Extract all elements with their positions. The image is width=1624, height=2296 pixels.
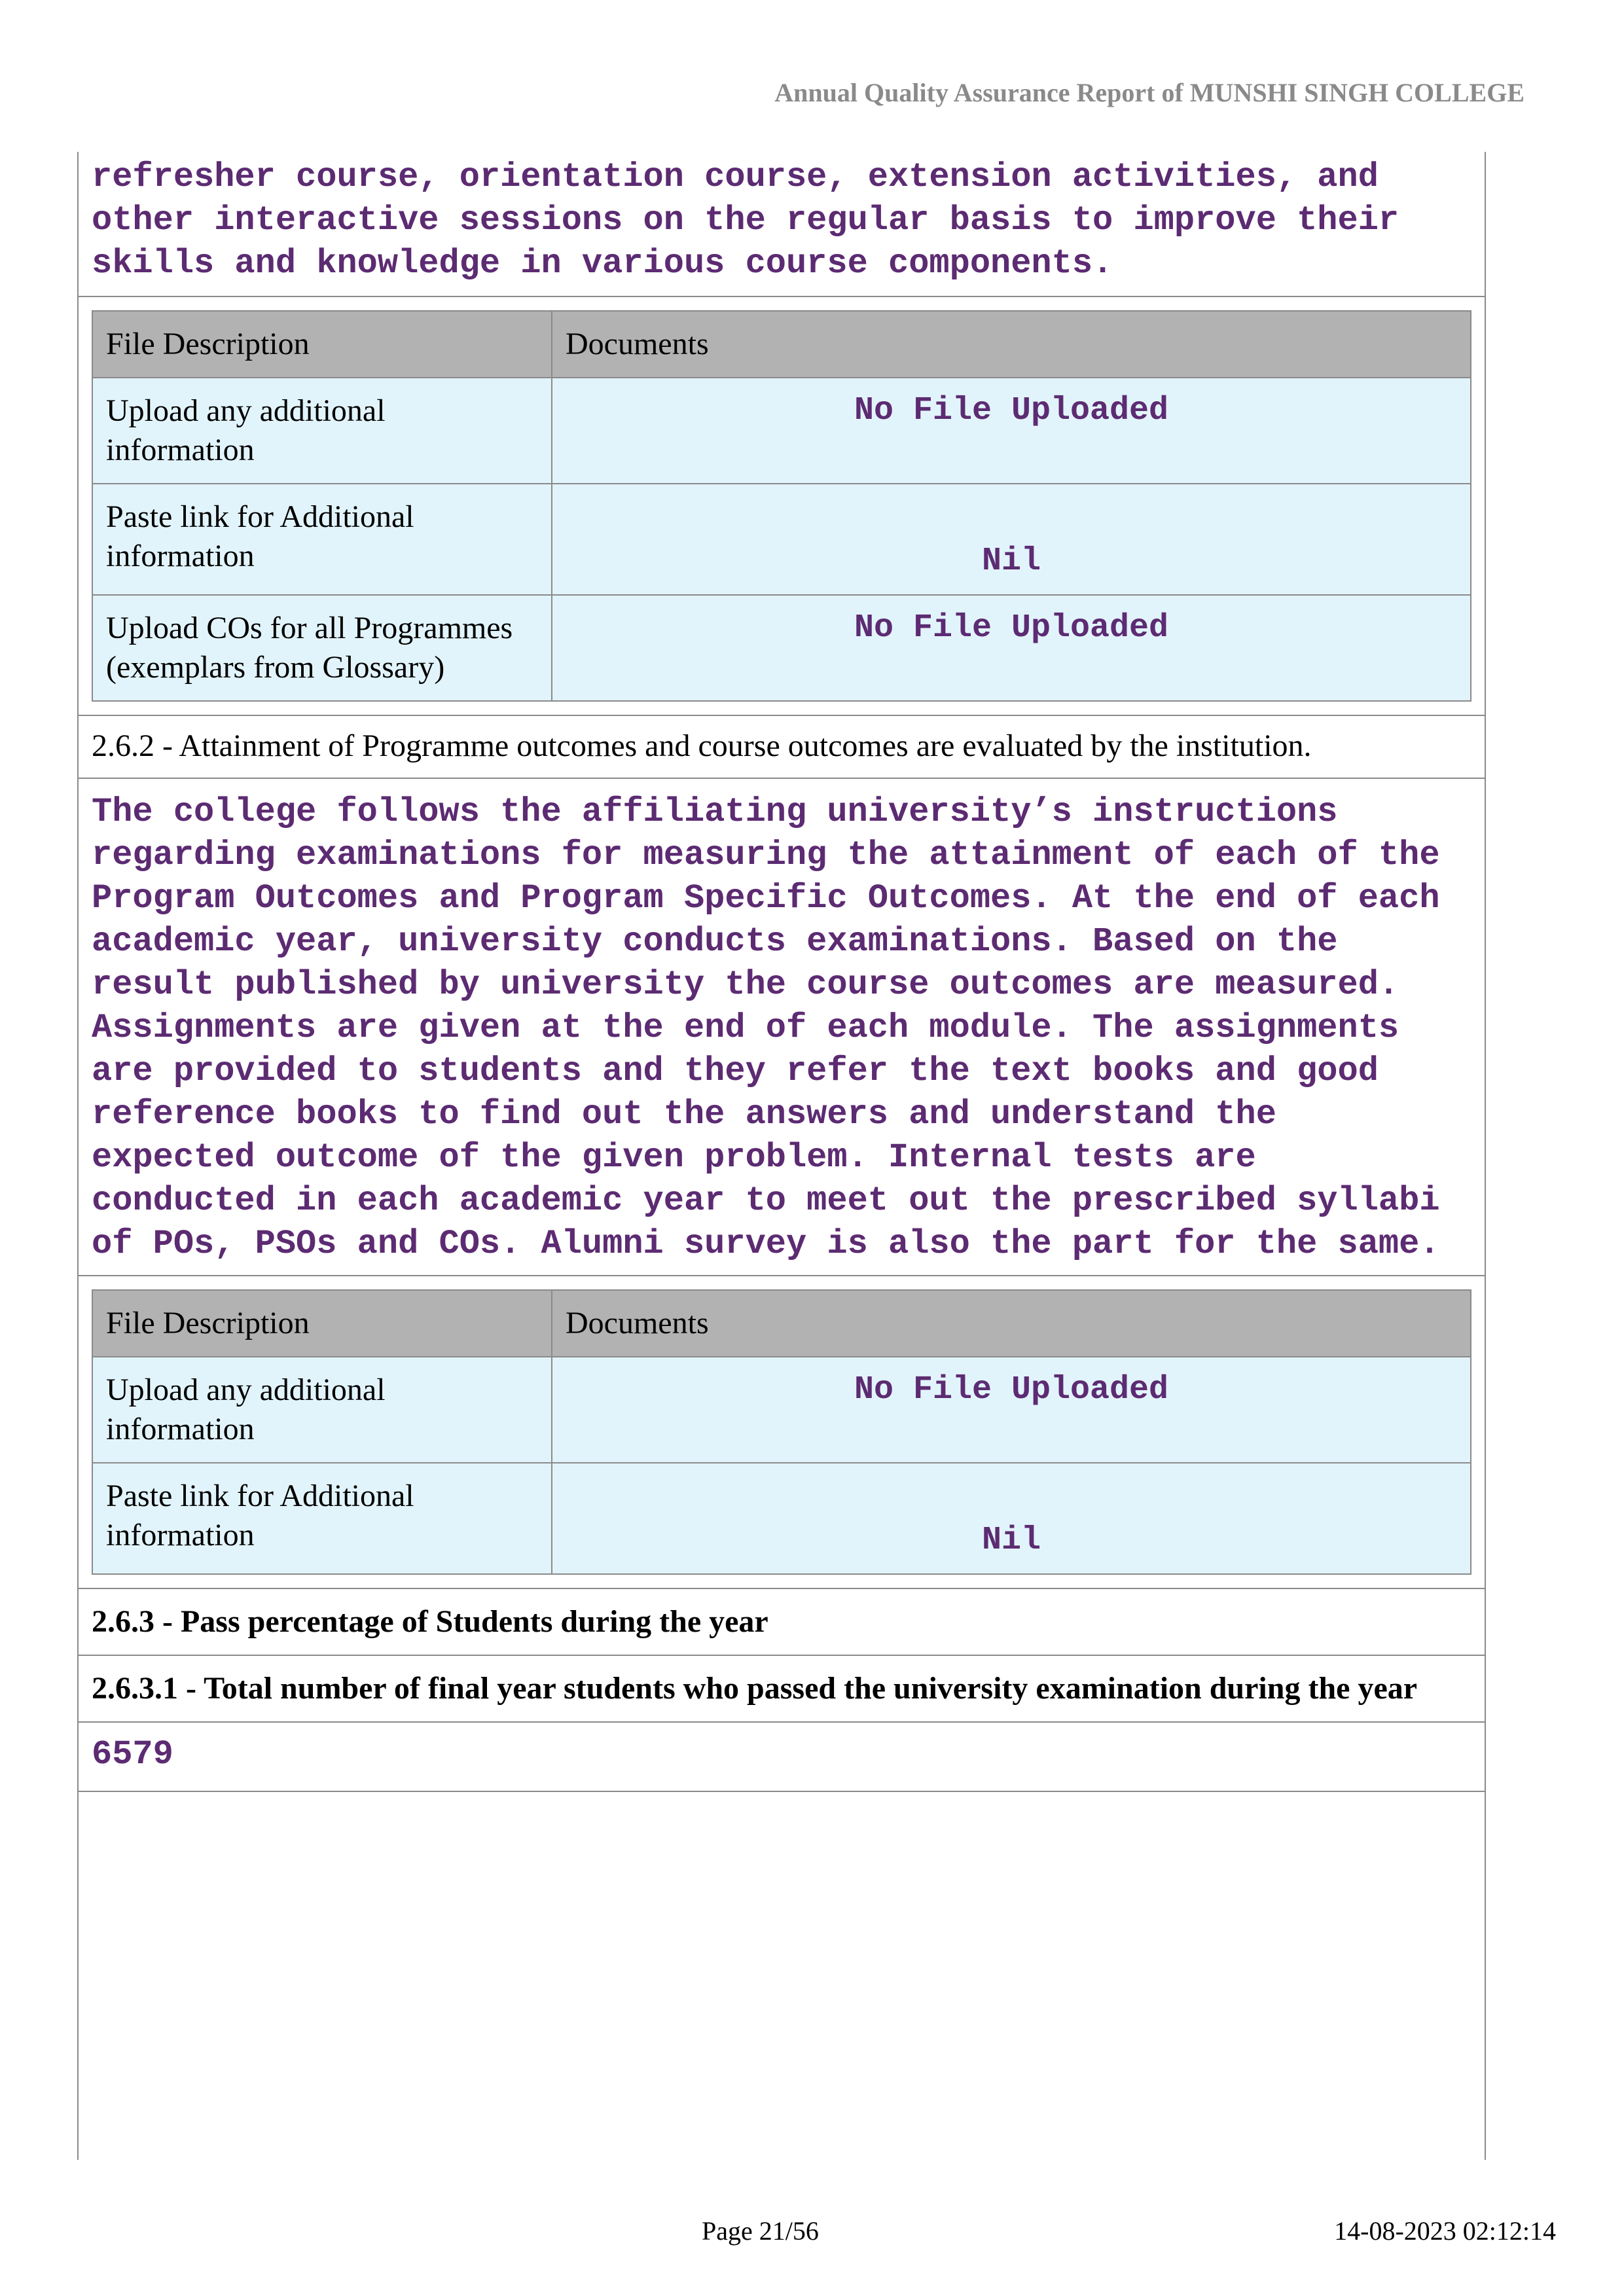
table-row	[92, 484, 1471, 595]
content-frame	[77, 152, 1486, 2160]
question-2-6-3-1: 2.6.3.1 - Total number of final year students who passed the university examination during the year	[79, 1656, 1485, 1723]
file-label: Paste link for Additional information	[92, 484, 552, 595]
file-table-2	[92, 1289, 1471, 1575]
table-row	[92, 595, 1471, 701]
file-label: Upload any additional information	[92, 378, 552, 484]
question-2-6-3: 2.6.3 - Pass percentage of Students during the year	[79, 1589, 1485, 1656]
file-table-1	[92, 310, 1471, 702]
table-header-row	[92, 1290, 1471, 1357]
table-header-row	[92, 311, 1471, 378]
file-table-1-wrap	[79, 297, 1485, 716]
table-row	[92, 1463, 1471, 1574]
file-label: Upload COs for all Programmes (exemplars from Glossary)	[92, 595, 552, 701]
table-row	[92, 378, 1471, 484]
file-label: Paste link for Additional information	[92, 1463, 552, 1574]
col-file-description: File Description	[92, 1290, 552, 1357]
col-file-description: File Description	[92, 311, 552, 378]
col-documents: Documents	[552, 1290, 1471, 1357]
passed-students-value: 6579	[92, 1735, 173, 1774]
file-label: Upload any additional information	[92, 1357, 552, 1463]
file-status: No File Uploaded	[552, 1357, 1471, 1463]
answer-2-6-3-1-block	[79, 1723, 1485, 1792]
answer-2-6-2-block	[79, 779, 1485, 1276]
report-header: Annual Quality Assurance Report of MUNSHI SINGH COLLEGE	[774, 78, 1525, 107]
answer-2-6-2: The college follows the affiliating university’s instructions regarding examinations for measuring the attainment of each of the Program Outcomes and Program Specific Outcomes. At the end of each academic year, university conducts examinations. Based on the result published by university the course outcomes are measured. Assignments are given at the end of each module. The assignments are provided to students and they refer the text books and good reference books to find out the answers and understand the expected outcome of the given problem. Internal tests are conducted in each academic year to meet out the prescribed syllabi of POs, PSOs and COs. Alumni survey is also the part for the same.	[92, 793, 1440, 1263]
file-table-2-wrap	[79, 1276, 1485, 1589]
file-link: Nil	[552, 484, 1471, 595]
continued-text-block	[79, 152, 1485, 297]
col-documents: Documents	[552, 311, 1471, 378]
table-row	[92, 1357, 1471, 1463]
page-number: Page 21/56	[702, 2216, 819, 2246]
continued-text: refresher course, orientation course, extension activities, and other interactive sessions on the regular basis to improve their skills and knowledge in various course components.	[92, 158, 1399, 283]
question-2-6-2: 2.6.2 - Attainment of Programme outcomes and course outcomes are evaluated by the institution.	[79, 716, 1485, 779]
file-status: No File Uploaded	[552, 378, 1471, 484]
file-link: Nil	[552, 1463, 1471, 1574]
generated-datetime: 14-08-2023 02:12:14	[1334, 2216, 1556, 2246]
file-status: No File Uploaded	[552, 595, 1471, 701]
